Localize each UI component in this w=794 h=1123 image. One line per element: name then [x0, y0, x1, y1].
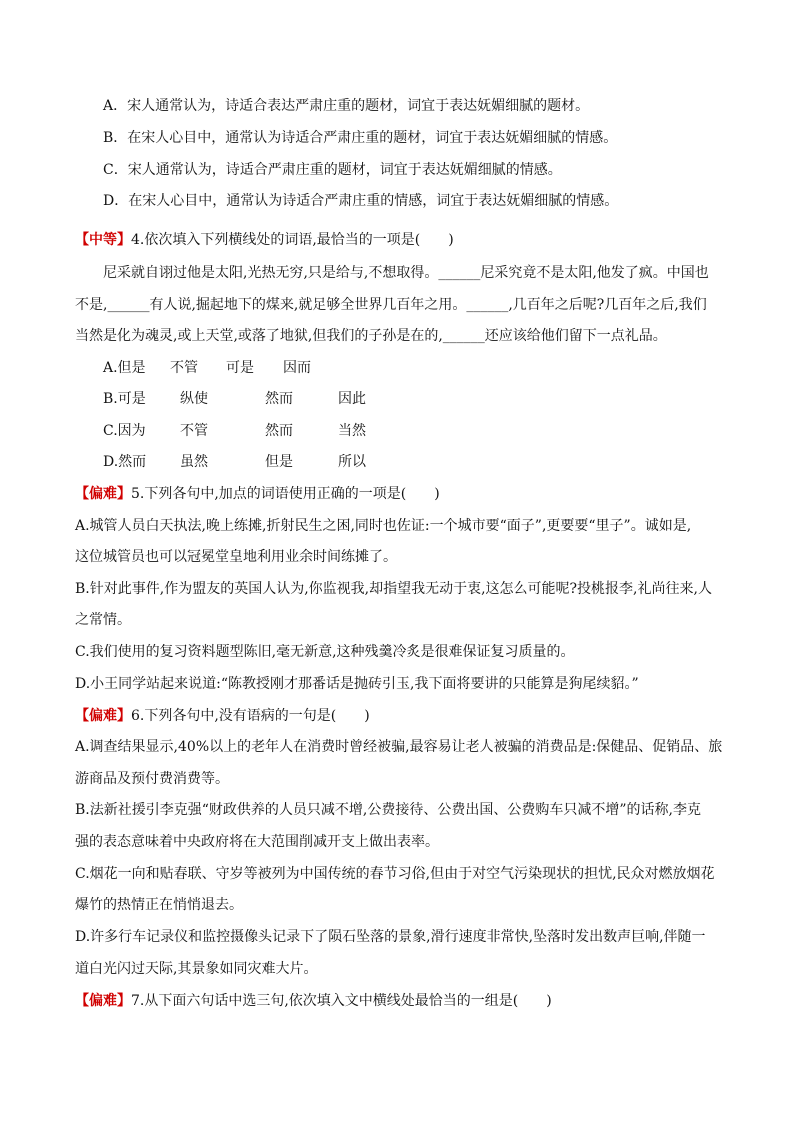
- difficulty-badge: 【偏难】: [75, 993, 131, 1009]
- q6-line-7: D.许多行车记录仪和监控摄像头记录下了陨石坠落的景象,滑行速度非常快,坠落时发出数声巨响,伴随一: [75, 929, 706, 945]
- q4-passage-line-2: 不是,______有人说,掘起地下的煤来,就足够全世界几百年之用。______,几百年之后呢?几百年之后,我们: [75, 297, 707, 313]
- q4-option-b-2: 纵使: [180, 391, 208, 407]
- difficulty-badge: 【偏难】: [75, 708, 131, 724]
- q4-option-d-3: 但是: [265, 454, 293, 470]
- q4-option-a-4: 因而: [283, 360, 311, 376]
- q4-option-a-2: 不管: [170, 360, 198, 376]
- q4-option-a-3: 可是: [226, 360, 254, 376]
- q4-option-d-4: 所以: [338, 454, 366, 470]
- q5-stem: 5.下列各句中,加点的词语使用正确的一项是( ): [131, 486, 440, 502]
- q5-line-1: A.城管人员白天执法,晚上练摊,折射民生之困,同时也佐证:一个城市要“面子”,更要要“里子”。诚如是,: [75, 518, 692, 534]
- q4-stem: 4.依次填入下列横线处的词语,最恰当的一项是( ): [131, 232, 454, 248]
- q4-option-b-3: 然而: [265, 391, 293, 407]
- q6-header: [75, 707, 370, 725]
- q4-option-d-2: 虽然: [180, 454, 208, 470]
- difficulty-badge: 【中等】: [75, 232, 131, 248]
- difficulty-badge: 【偏难】: [75, 486, 131, 502]
- q6-line-3: B.法新社援引李克强“财政供养的人员只减不增,公费接待、公费出国、公费购车只减不增”的话称,李克: [75, 802, 701, 818]
- q5-line-6: D.小王同学站起来说道:“陈教授刚才那番话是抛砖引玉,我下面将要讲的只能算是狗尾续貂。”: [75, 676, 639, 692]
- q4-option-c-3: 然而: [265, 423, 293, 439]
- q5-line-5: C.我们使用的复习资料题型陈旧,毫无新意,这种残羹冷炙是很难保证复习质量的。: [75, 644, 575, 660]
- q6-line-6: 爆竹的热情正在悄悄退去。: [75, 897, 243, 913]
- q4-option-b-4: 因此: [338, 391, 366, 407]
- q4-passage-line-1: 尼采就自诩过他是太阳,光热无穷,只是给与,不想取得。______尼采究竟不是太阳,他发了疯。中国也: [103, 265, 709, 281]
- q6-line-5: C.烟花一向和贴春联、守岁等被列为中国传统的春节习俗,但由于对空气污染现状的担忧,民众对燃放烟花: [75, 866, 715, 882]
- q5-line-2: 这位城管员也可以冠冕堂皇地利用业余时间练摊了。: [75, 549, 397, 565]
- q4-header: [75, 231, 454, 249]
- q6-line-4: 强的表态意味着中央政府将在大范围削减开支上做出表率。: [75, 834, 439, 850]
- q4-passage-line-3: 当然是化为魂灵,或上天堂,或落了地狱,但我们的子孙是在的,______还应该给他们留下一点礼品。: [75, 328, 667, 344]
- q4-option-b-1: B.可是: [103, 391, 146, 407]
- q6-line-2: 游商品及预付费消费等。: [75, 771, 229, 787]
- q3-option-c: C．宋人通常认为，诗适合严肃庄重的题材，词宜于表达妩媚细腻的情感。: [103, 162, 562, 178]
- q6-line-8: 道白光闪过天际,其景象如同灾难大片。: [75, 961, 318, 977]
- q4-option-c-2: 不管: [180, 423, 208, 439]
- q4-option-c-4: 当然: [338, 423, 366, 439]
- q3-option-a: A．宋人通常认为，诗适合表达严肃庄重的题材，词宜于表达妩媚细腻的题材。: [103, 98, 590, 114]
- q5-line-4: 之常情。: [75, 612, 131, 628]
- q4-option-a-1: A.但是: [103, 360, 146, 376]
- q3-option-d: D．在宋人心目中，通常认为诗适合严肃庄重的情感，词宜于表达妩媚细腻的情感。: [103, 193, 619, 209]
- q3-option-b: B．在宋人心目中，通常认为诗适合严肃庄重的题材，词宜于表达妩媚细腻的情感。: [103, 130, 618, 146]
- q4-option-c-1: C.因为: [103, 423, 146, 439]
- q7-header: [75, 992, 552, 1010]
- q6-line-1: A.调查结果显示,40%以上的老年人在消费时曾经被骗,最容易让老人被骗的消费品是:保健品、促销品、旅: [75, 739, 723, 755]
- q5-line-3: B.针对此事件,作为盟友的英国人认为,你监视我,却指望我无动于衷,这怎么可能呢?投桃报李,礼尚往来,人: [75, 581, 712, 597]
- q4-option-d-1: D.然而: [103, 454, 147, 470]
- q5-header: [75, 485, 440, 503]
- q6-stem: 6.下列各句中,没有语病的一句是( ): [131, 708, 370, 724]
- q7-stem: 7.从下面六句话中选三句,依次填入文中横线处最恰当的一组是( ): [131, 993, 552, 1009]
